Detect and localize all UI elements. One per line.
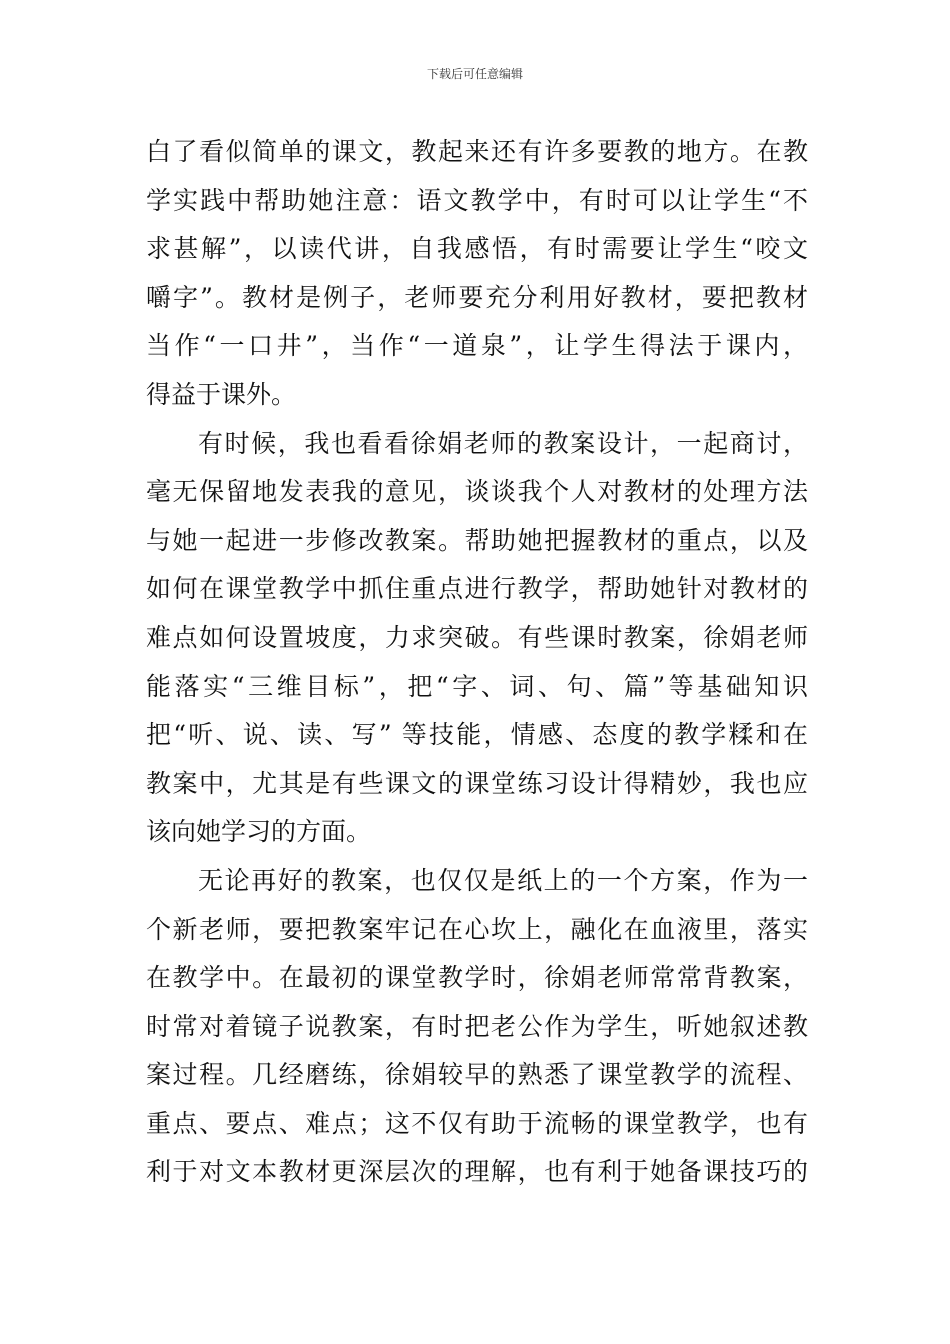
text-line: 该向她学习的方面。	[146, 817, 372, 847]
text-line: 教案中，尤其是有些课文的课堂练习设计得精妙，我也应	[146, 768, 808, 798]
text-line: 能落实“三维目标”，把“字、词、句、篇”等基础知识	[146, 671, 808, 701]
text-line: 把“听、说、读、写” 等技能，情感、态度的教学糅和在	[146, 720, 808, 750]
paragraph-3	[146, 857, 808, 1197]
text-line: 利于对文本教材更深层次的理解，也有利于她备课技巧的	[146, 1157, 808, 1187]
text-line: 时常对着镜子说教案，有时把老公作为学生，听她叙述教	[146, 1011, 808, 1041]
text-line: 案过程。几经磨练，徐娟较早的熟悉了课堂教学的流程、	[146, 1060, 808, 1090]
page-header-note: 下载后可任意编辑	[426, 67, 523, 81]
text-line: 嚼字”。教材是例子，老师要充分利用好教材，要把教材	[146, 282, 808, 312]
text-line: 难点如何设置坡度，力求突破。有些课时教案，徐娟老师	[146, 622, 808, 652]
text-line: 得益于课外。	[146, 379, 297, 409]
text-line: 求甚解”，以读代讲，自我感悟，有时需要让学生“咬文	[146, 234, 808, 264]
text-line: 无论再好的教案，也仅仅是纸上的一个方案，作为一	[198, 865, 808, 895]
paragraph-2	[146, 420, 808, 857]
text-line: 当作“一口井”，当作“一道泉”，让学生得法于课内，	[146, 331, 808, 361]
text-line: 如何在课堂教学中抓住重点进行教学，帮助她针对教材的	[146, 574, 808, 604]
paragraph-1	[146, 128, 808, 420]
text-line: 在教学中。在最初的课堂教学时，徐娟老师常常背教案，	[146, 963, 808, 993]
document-body	[146, 128, 808, 1197]
text-line: 学实践中帮助她注意：语文教学中，有时可以让学生“不	[146, 185, 808, 215]
text-line: 白了看似简单的课文，教起来还有许多要教的地方。在教	[146, 137, 808, 166]
text-line: 重点、要点、难点；这不仅有助于流畅的课堂教学，也有	[146, 1108, 808, 1138]
text-line: 毫无保留地发表我的意见，谈谈我个人对教材的处理方法	[146, 477, 808, 507]
text-line: 个新老师，要把教案牢记在心坎上，融化在血液里，落实	[146, 914, 808, 944]
text-line: 与她一起进一步修改教案。帮助她把握教材的重点，以及	[146, 525, 808, 555]
text-line: 有时候，我也看看徐娟老师的教案设计，一起商讨，	[198, 428, 808, 458]
